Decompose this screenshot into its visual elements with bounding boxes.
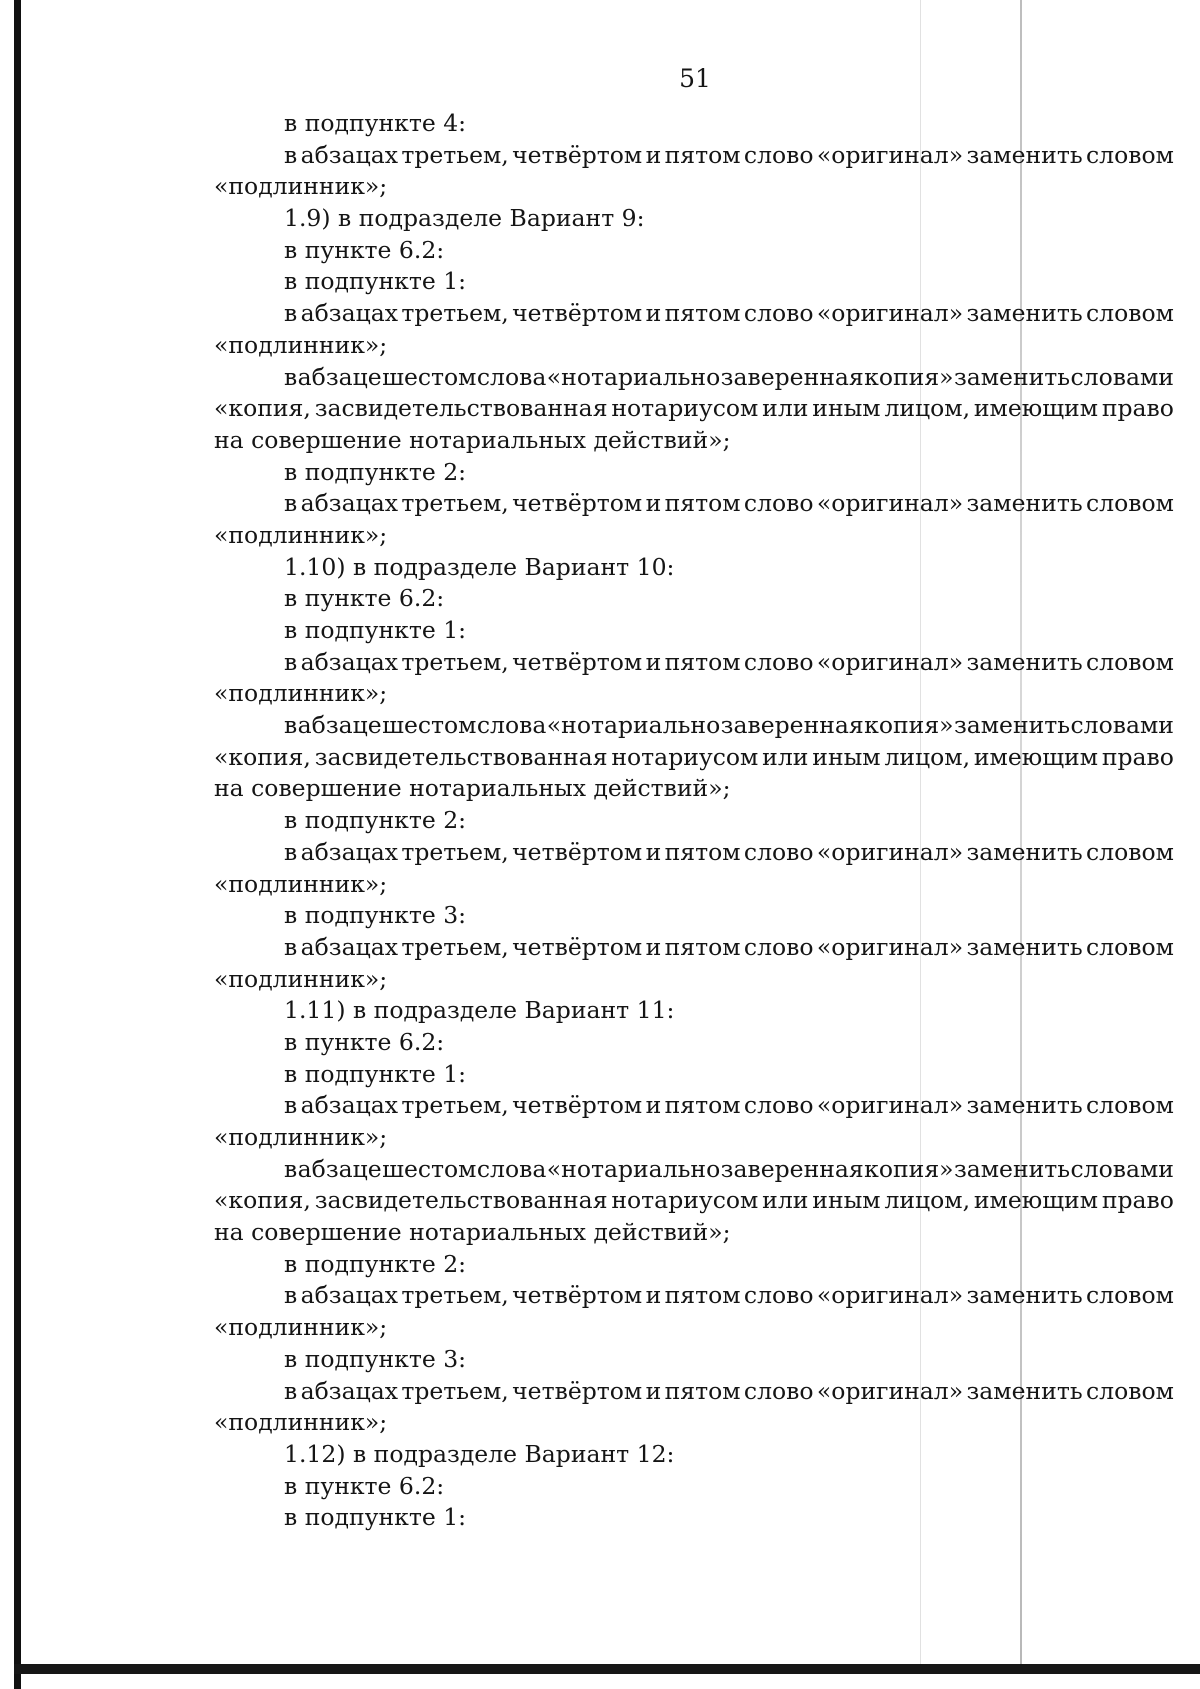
word: третьем, bbox=[401, 1376, 509, 1405]
word: «оригинал» bbox=[816, 1091, 964, 1120]
text-line bbox=[214, 742, 1174, 774]
word: «нотариально bbox=[546, 1154, 721, 1183]
word: и bbox=[645, 1376, 662, 1405]
word: шестом bbox=[382, 1154, 477, 1183]
word: пятом bbox=[664, 1376, 741, 1405]
word: лицом, bbox=[884, 742, 971, 771]
word: словом bbox=[1086, 647, 1174, 676]
word: право bbox=[1101, 742, 1174, 771]
text-line: 1.12) в подразделе Вариант 12: bbox=[284, 1439, 675, 1468]
word: слово bbox=[743, 837, 814, 866]
text-line: «подлинник»; bbox=[214, 679, 388, 708]
text-line bbox=[214, 1376, 1174, 1408]
word: четвёртом bbox=[512, 299, 643, 328]
word: заменить bbox=[966, 932, 1083, 961]
document-body bbox=[214, 108, 1174, 1534]
word: заверенная bbox=[720, 1154, 864, 1183]
word: четвёртом bbox=[512, 140, 643, 169]
word: и bbox=[645, 647, 662, 676]
word: в bbox=[284, 299, 298, 328]
text-line: в подпункте 2: bbox=[284, 457, 467, 486]
word: заменить bbox=[966, 489, 1083, 518]
text-line: «подлинник»; bbox=[214, 520, 388, 549]
word: слово bbox=[743, 299, 814, 328]
word: и bbox=[645, 1091, 662, 1120]
word: «оригинал» bbox=[816, 837, 964, 866]
word: в bbox=[284, 1281, 298, 1310]
text-line bbox=[214, 393, 1174, 425]
word: третьем, bbox=[401, 837, 509, 866]
text-line: в подпункте 1: bbox=[284, 267, 467, 296]
text-line: в подпункте 2: bbox=[284, 1249, 467, 1278]
text-line: «подлинник»; bbox=[214, 330, 388, 359]
text-line bbox=[214, 710, 1174, 742]
word: словами bbox=[1070, 711, 1174, 740]
text-line: в подпункте 1: bbox=[284, 616, 467, 644]
word: абзаце bbox=[297, 362, 382, 391]
word: пятом bbox=[664, 1091, 741, 1120]
word: «оригинал» bbox=[816, 932, 964, 961]
word: заменить bbox=[953, 711, 1071, 740]
word: слово bbox=[743, 1376, 814, 1405]
word: третьем, bbox=[401, 932, 509, 961]
word: заменить bbox=[966, 1091, 1083, 1120]
word: или bbox=[762, 394, 809, 423]
text-line bbox=[214, 932, 1174, 964]
word: заменить bbox=[953, 1154, 1071, 1183]
word: в bbox=[284, 362, 298, 391]
text-line: «подлинник»; bbox=[214, 1408, 388, 1437]
word: заменить bbox=[966, 647, 1083, 676]
word: заверенная bbox=[720, 711, 864, 740]
word: пятом bbox=[664, 140, 741, 169]
text-line: в подпункте 1: bbox=[284, 1503, 467, 1532]
word: и bbox=[645, 932, 662, 961]
word: слово bbox=[743, 647, 814, 676]
word: абзацах bbox=[300, 837, 398, 866]
scan-edge-left bbox=[14, 0, 21, 1689]
word: абзацах bbox=[300, 489, 398, 518]
word: в bbox=[284, 1376, 298, 1405]
word: четвёртом bbox=[512, 932, 643, 961]
word: «оригинал» bbox=[816, 489, 964, 518]
word: «оригинал» bbox=[816, 1281, 964, 1310]
word: заменить bbox=[966, 1281, 1083, 1310]
word: пятом bbox=[664, 489, 741, 518]
word: словом bbox=[1086, 299, 1174, 328]
word: третьем, bbox=[401, 647, 509, 676]
word: слово bbox=[743, 1091, 814, 1120]
word: словом bbox=[1086, 1376, 1174, 1405]
word: абзаце bbox=[297, 1154, 382, 1183]
word: право bbox=[1101, 1186, 1174, 1215]
word: словами bbox=[1070, 362, 1174, 391]
word: абзацах bbox=[300, 1376, 398, 1405]
word: «оригинал» bbox=[816, 299, 964, 328]
text-line: «подлинник»; bbox=[214, 172, 388, 201]
word: лицом, bbox=[884, 1186, 971, 1215]
word: «нотариально bbox=[546, 711, 721, 740]
word: или bbox=[762, 742, 809, 771]
word: заверенная bbox=[720, 362, 864, 391]
text-line bbox=[214, 1154, 1174, 1186]
text-line: в подпункте 3: bbox=[284, 901, 467, 930]
text-line: в подпункте 2: bbox=[284, 806, 467, 835]
word: словом bbox=[1086, 932, 1174, 961]
word: заменить bbox=[953, 362, 1071, 391]
word: заменить bbox=[966, 140, 1083, 169]
text-line: «подлинник»; bbox=[214, 869, 388, 898]
word: право bbox=[1101, 394, 1174, 423]
text-line bbox=[214, 140, 1174, 172]
word: засвидетельствованная bbox=[314, 1186, 608, 1215]
word: третьем, bbox=[401, 299, 509, 328]
word: нотариусом bbox=[611, 742, 759, 771]
text-line: 1.11) в подразделе Вариант 11: bbox=[284, 996, 675, 1025]
word: пятом bbox=[664, 1281, 741, 1310]
word: третьем, bbox=[401, 1091, 509, 1120]
text-line: в пункте 6.2: bbox=[284, 235, 445, 264]
word: имеющим bbox=[973, 394, 1098, 423]
word: копия» bbox=[864, 711, 954, 740]
word: шестом bbox=[382, 362, 477, 391]
word: третьем, bbox=[401, 489, 509, 518]
word: «оригинал» bbox=[816, 647, 964, 676]
text-line bbox=[214, 298, 1174, 330]
word: нотариусом bbox=[611, 394, 759, 423]
word: четвёртом bbox=[512, 1281, 643, 1310]
text-line bbox=[214, 647, 1174, 679]
word: пятом bbox=[664, 932, 741, 961]
text-line bbox=[214, 488, 1174, 520]
word: абзацах bbox=[300, 140, 398, 169]
word: третьем, bbox=[401, 1281, 509, 1310]
word: пятом bbox=[664, 837, 741, 866]
word: пятом bbox=[664, 647, 741, 676]
word: словом bbox=[1086, 1091, 1174, 1120]
word: четвёртом bbox=[512, 489, 643, 518]
text-line bbox=[214, 1185, 1174, 1217]
word: абзацах bbox=[300, 299, 398, 328]
text-line: 1.9) в подразделе Вариант 9: bbox=[284, 204, 645, 233]
word: иным bbox=[812, 742, 881, 771]
text-line: в пункте 6.2: bbox=[284, 1027, 445, 1056]
word: и bbox=[645, 1281, 662, 1310]
word: абзацах bbox=[300, 1281, 398, 1310]
word: четвёртом bbox=[512, 837, 643, 866]
word: слова bbox=[476, 362, 547, 391]
word: «копия, bbox=[214, 394, 311, 423]
word: четвёртом bbox=[512, 647, 643, 676]
word: в bbox=[284, 647, 298, 676]
word: абзаце bbox=[297, 711, 382, 740]
text-line bbox=[214, 1280, 1174, 1312]
word: слова bbox=[476, 711, 547, 740]
word: словами bbox=[1070, 1154, 1174, 1183]
text-line: на совершение нотариальных действий»; bbox=[214, 1218, 731, 1247]
text-line: на совершение нотариальных действий»; bbox=[214, 774, 731, 803]
word: словом bbox=[1086, 489, 1174, 518]
word: имеющим bbox=[973, 1186, 1098, 1215]
word: «оригинал» bbox=[816, 1376, 964, 1405]
word: «нотариально bbox=[546, 362, 721, 391]
word: засвидетельствованная bbox=[314, 742, 608, 771]
word: абзацах bbox=[300, 1091, 398, 1120]
word: засвидетельствованная bbox=[314, 394, 608, 423]
text-line: в пункте 6.2: bbox=[284, 1471, 445, 1500]
word: в bbox=[284, 1154, 298, 1183]
word: пятом bbox=[664, 299, 741, 328]
text-line: «подлинник»; bbox=[214, 1123, 388, 1151]
word: четвёртом bbox=[512, 1091, 643, 1120]
text-line: на совершение нотариальных действий»; bbox=[214, 425, 731, 454]
word: в bbox=[284, 837, 298, 866]
word: имеющим bbox=[973, 742, 1098, 771]
text-line: «подлинник»; bbox=[214, 1313, 388, 1342]
word: заменить bbox=[966, 1376, 1083, 1405]
word: «копия, bbox=[214, 742, 311, 771]
word: иным bbox=[812, 394, 881, 423]
word: третьем, bbox=[401, 140, 509, 169]
word: шестом bbox=[382, 711, 477, 740]
word: словом bbox=[1086, 140, 1174, 169]
word: слово bbox=[743, 140, 814, 169]
word: словом bbox=[1086, 1281, 1174, 1310]
word: словом bbox=[1086, 837, 1174, 866]
word: и bbox=[645, 837, 662, 866]
word: абзацах bbox=[300, 647, 398, 676]
scan-edge-bottom bbox=[14, 1664, 1200, 1674]
text-line: в пункте 6.2: bbox=[284, 584, 445, 613]
text-line: 1.10) в подразделе Вариант 10: bbox=[284, 552, 675, 581]
word: слово bbox=[743, 489, 814, 518]
text-line: в подпункте 3: bbox=[284, 1344, 467, 1373]
word: «копия, bbox=[214, 1186, 311, 1215]
word: заменить bbox=[966, 837, 1083, 866]
text-line bbox=[214, 1090, 1174, 1122]
word: лицом, bbox=[884, 394, 971, 423]
word: в bbox=[284, 932, 298, 961]
word: и bbox=[645, 299, 662, 328]
word: и bbox=[645, 489, 662, 518]
text-line: в подпункте 1: bbox=[284, 1059, 467, 1088]
text-line: «подлинник»; bbox=[214, 964, 388, 993]
word: и bbox=[645, 140, 662, 169]
word: четвёртом bbox=[512, 1376, 643, 1405]
word: или bbox=[762, 1186, 809, 1215]
word: иным bbox=[812, 1186, 881, 1215]
word: копия» bbox=[864, 1154, 954, 1183]
word: в bbox=[284, 489, 298, 518]
word: нотариусом bbox=[611, 1186, 759, 1215]
word: слова bbox=[476, 1154, 547, 1183]
word: в bbox=[284, 711, 298, 740]
text-line: в подпункте 4: bbox=[284, 109, 467, 137]
word: в bbox=[284, 1091, 298, 1120]
word: копия» bbox=[864, 362, 954, 391]
word: «оригинал» bbox=[816, 140, 964, 169]
text-line bbox=[214, 837, 1174, 869]
word: заменить bbox=[966, 299, 1083, 328]
page-number: 51 bbox=[679, 64, 711, 93]
word: слово bbox=[743, 1281, 814, 1310]
text-line bbox=[214, 362, 1174, 394]
word: абзацах bbox=[300, 932, 398, 961]
word: в bbox=[284, 140, 298, 169]
word: слово bbox=[743, 932, 814, 961]
